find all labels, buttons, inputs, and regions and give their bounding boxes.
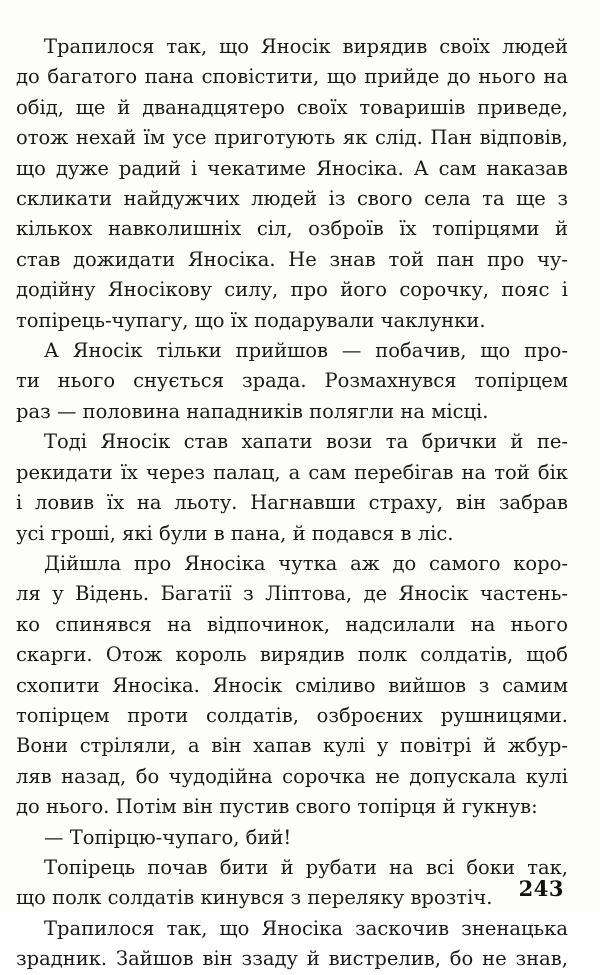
- text-line: що дуже радий і чекатиме Яносіка. А сам наказав: [16, 156, 568, 180]
- text-line: додійну Яносікову силу, про його сорочку, пояс і: [16, 278, 568, 302]
- text-line: обід, ще й дванадцятеро своїх товаришів приведе,: [16, 95, 568, 119]
- text-line: Тоді Яносік став хапати вози та брички й пе-: [44, 430, 568, 454]
- text-line: кількох навколишніх сіл, озброїв їх топірцями й: [16, 217, 568, 241]
- paragraph-4: [16, 549, 568, 823]
- text-line: ляв назад, бо чудодійна сорочка не допускала кулі: [16, 764, 568, 788]
- body-text: [16, 32, 568, 975]
- paragraph-7: [16, 914, 568, 975]
- text-line: топірцем проти солдатів, озброєних рушницями.: [16, 703, 568, 727]
- text-line: Дійшла про Яносіка чутка аж до самого коро-: [44, 551, 568, 575]
- text-line: скарги. Отож король вирядив полк солдатів, щоб: [16, 643, 568, 667]
- text-line: усі гроші, які були в пана, й подався в ліс.: [16, 521, 454, 545]
- text-line: зрадник. Зайшов він ззаду й вистрелив, бо не знав,: [16, 947, 568, 971]
- text-line: Топірець почав бити й рубати на всі боки так,: [44, 855, 568, 879]
- page-number: 243: [518, 876, 564, 901]
- text-line: скликати найдужчих людей із свого села та ще з: [16, 187, 568, 211]
- paragraph-6: [16, 853, 568, 914]
- paragraph-1: [16, 32, 568, 336]
- text-line: і ловив їх на льоту. Нагнавши страху, він забрав: [16, 491, 568, 515]
- text-line: Трапилося так, що Яносік вирядив своїх людей: [44, 35, 568, 58]
- text-line: отож нехай їм усе приготують як слід. Пан відповів,: [16, 126, 568, 150]
- text-line: схопити Яносіка. Яносік сміливо вийшов з самим: [16, 673, 568, 697]
- text-line: раз — половина нападників полягли на місці.: [16, 399, 489, 423]
- text-line: Трапилося так, що Яносіка заскочив зненацька: [44, 916, 568, 940]
- text-line: Вони стріляли, а він хапав кулі у повітрі й жбур-: [16, 734, 568, 758]
- paragraph-3: [16, 427, 568, 549]
- text-line: ко спинявся на відпочинок, надсилали на нього: [16, 612, 568, 636]
- paragraph-2: [16, 336, 568, 427]
- text-line: до нього. Потім він пустив свого топірця й гукнув:: [16, 795, 538, 819]
- text-line: — Топірцю-чупаго, бий!: [44, 825, 292, 849]
- text-line: що полк солдатів кинувся з переляку врозтіч.: [16, 886, 493, 910]
- text-line: А Яносік тільки прийшов — побачив, що про-: [44, 339, 568, 363]
- paragraph-5-dialogue: [16, 823, 568, 853]
- text-line: топірець-чупагу, що їх подарували чаклунки.: [16, 308, 486, 332]
- text-line: ля у Відень. Багатії з Ліптова, де Яносік частень-: [16, 582, 568, 606]
- text-line: ти нього снується зрада. Розмахнувся топірцем: [16, 369, 568, 393]
- text-line: до багатого пана сповістити, що прийде до нього на: [16, 65, 568, 89]
- text-line: рекидати їх через палац, а сам перебігав на той бік: [16, 460, 568, 484]
- text-line: став дожидати Яносіка. Не знав той пан про чу-: [16, 247, 568, 271]
